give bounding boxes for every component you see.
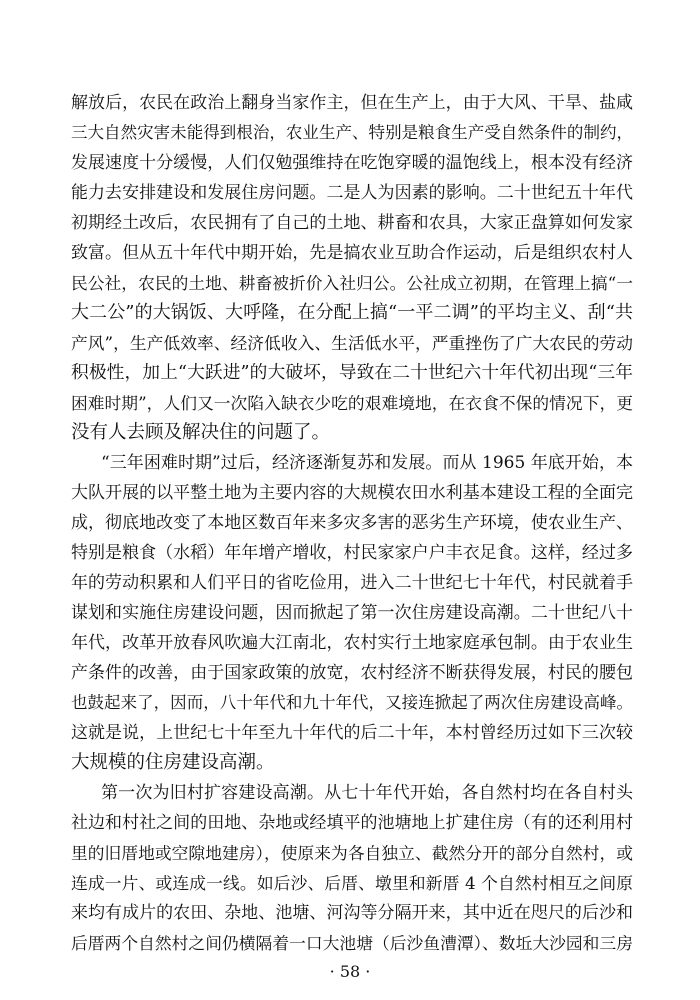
text-line: 产风”，生产低效率、经济低收入、生活低水平，严重挫伤了广大农民的劳动 bbox=[71, 333, 633, 353]
page-number: · 58 · bbox=[329, 962, 371, 981]
text-line: 解放后，农民在政治上翻身当家作主，但在生产上，由于大风、干旱、盐咸 bbox=[71, 93, 633, 113]
text-line: 成，彻底地改变了本地区数百年来多灾多害的恶劣生产环境，使农业生产、 bbox=[71, 513, 633, 533]
text-line: 致富。但从五十年代中期开始，先是搞农业互助合作运动，后是组织农村人 bbox=[71, 243, 633, 263]
text-line: 困难时期”，人们又一次陷入缺衣少吃的艰难境地，在衣食不保的情况下，更 bbox=[71, 393, 633, 413]
text-line: 没有人去顾及解决住的问题了。 bbox=[71, 422, 331, 443]
text-line: 连成一片、或连成一线。如后沙、后厝、墩里和新厝 4 个自然村相互之间原 bbox=[71, 873, 633, 893]
text-line: 民公社，农民的土地、耕畜被折价入社归公。公社成立初期，在管理上搞“一 bbox=[71, 273, 633, 293]
text-line: “三年困难时期”过后，经济逐渐复苏和发展。而从 1965 年底开始，本 bbox=[101, 453, 633, 473]
text-line: 能力去安排建设和发展住房问题。二是人为因素的影响。二十世纪五十年代 bbox=[71, 183, 633, 203]
text-line: 社边和村社之间的田地、杂地或经填平的池塘地上扩建住房（有的还利用村 bbox=[71, 813, 633, 833]
text-line: 里的旧厝地或空隙地建房），使原来为各自独立、截然分开的部分自然村，或 bbox=[71, 843, 633, 863]
text-line: 积极性，加上“大跃进”的大破坏，导致在二十世纪六十年代初出现“三年 bbox=[71, 363, 633, 383]
text-line: 三大自然灾害未能得到根治，农业生产、特别是粮食生产受自然条件的制约， bbox=[71, 123, 633, 142]
text-line: 也鼓起来了，因而，八十年代和九十年代，又接连掀起了两次住房建设高峰。 bbox=[71, 693, 633, 712]
text-line: 大规模的住房建设高潮。 bbox=[71, 752, 275, 773]
text-line: 大队开展的以平整土地为主要内容的大规模农田水利基本建设工程的全面完 bbox=[71, 483, 633, 503]
text-line: 后厝两个自然村之间仍横隔着一口大池塘（后沙鱼漕潭）、数坵大沙园和三房 bbox=[71, 933, 633, 953]
text-line: 来均有成片的农田、杂地、池塘、河沟等分隔开来，其中近在咫尺的后沙和 bbox=[71, 903, 633, 923]
text-line: 发展速度十分缓慢，人们仅勉强维持在吃饱穿暖的温饱线上，根本没有经济 bbox=[71, 153, 633, 173]
text-line: 年代，改革开放春风吹遍大江南北，农村实行土地家庭承包制。由于农业生 bbox=[71, 633, 633, 653]
text-line: 初期经土改后，农民拥有了自己的土地、耕畜和农具，大家正盘算如何发家 bbox=[71, 213, 633, 233]
text-line: 年的劳动积累和人们平日的省吃俭用，进入二十世纪七十年代，村民就着手 bbox=[71, 573, 633, 593]
text-line: 谋划和实施住房建设问题，因而掀起了第一次住房建设高潮。二十世纪八十 bbox=[71, 603, 633, 623]
text-line: 这就是说，上世纪七十年至九十年代的后二十年，本村曾经历过如下三次较 bbox=[71, 723, 633, 743]
text-line: 特别是粮食（水稻）年年增产增收，村民家家户户丰衣足食。这样，经过多 bbox=[71, 543, 633, 563]
text-line: 大二公”的大锅饭、大呼隆，在分配上搞“一平二调”的平均主义、刮“共 bbox=[71, 302, 633, 323]
text-line: 第一次为旧村扩容建设高潮。从七十年代开始，各自然村均在各自村头 bbox=[101, 783, 633, 803]
text-line: 产条件的改善，由于国家政策的放宽，农村经济不断获得发展，村民的腰包 bbox=[71, 663, 633, 683]
